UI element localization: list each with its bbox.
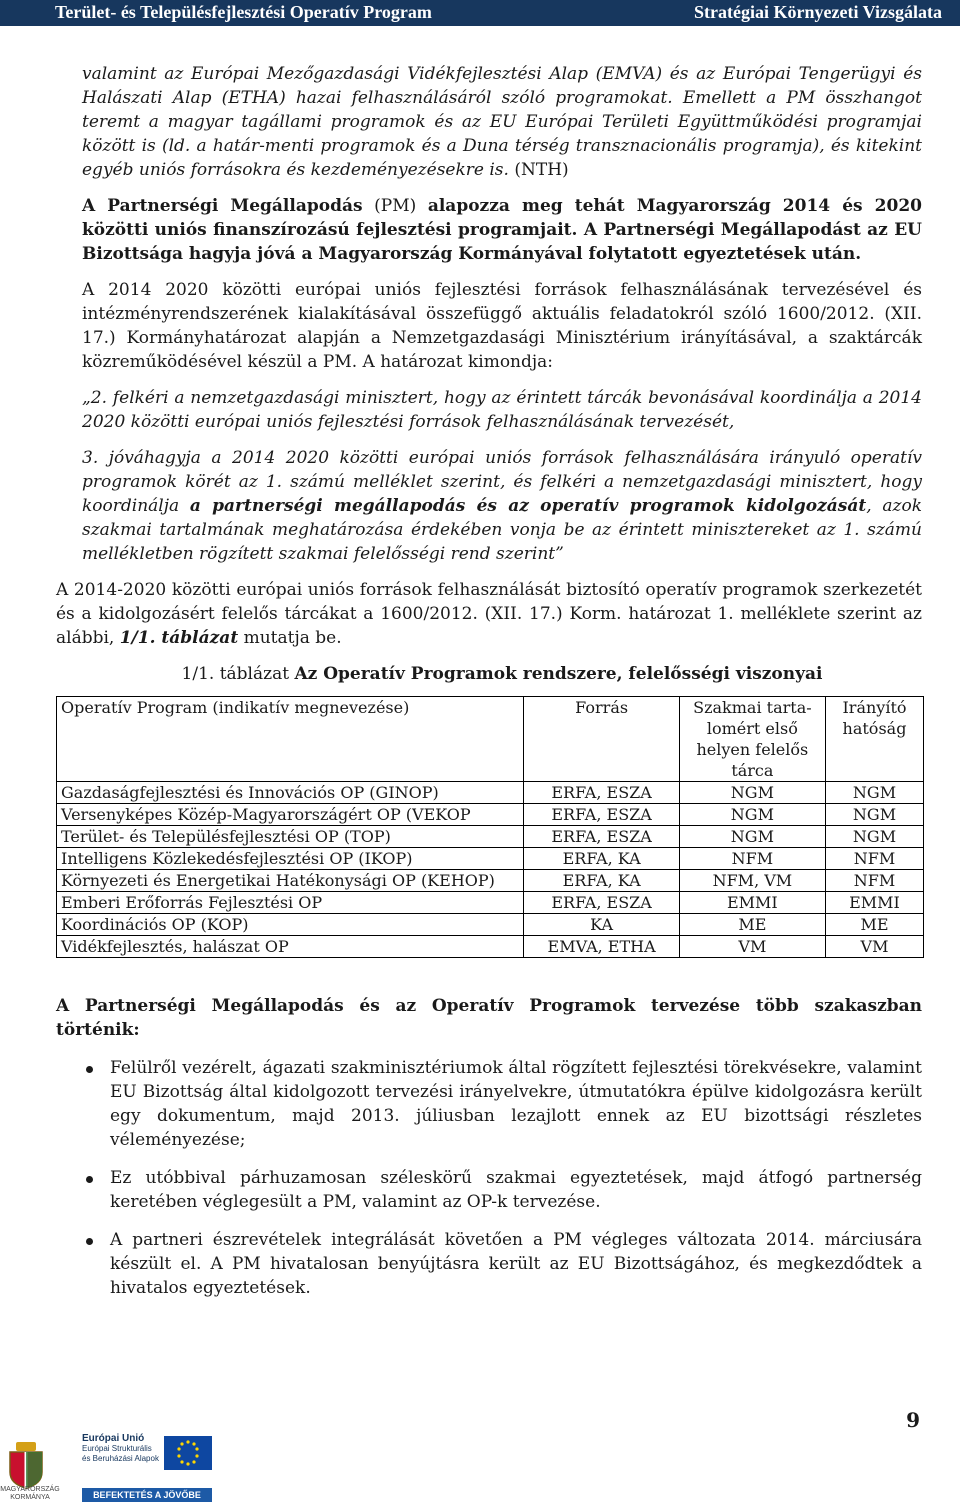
quote3-c: , azok szakmai tartalmának meghatározása érdekében vonja be az érintett minisztereket az 1. számú mellékletben rögzített szakmai felelősségi rend szerint” — [82, 496, 923, 564]
cell-authority: NGM — [825, 782, 923, 804]
cell-source: ERFA, ESZA — [524, 826, 679, 848]
table-intro-tail: mutatja be. — [238, 628, 342, 648]
operative-programs-table — [56, 696, 924, 958]
paragraph-table-intro — [56, 578, 922, 650]
intro-italic-text: valamint az Európai Mezőgazdasági Vidékfejlesztési Alap (EMVA) és az Európai Tengerügyi és Halászati Alap (ETHA) hazai felhasználásáról szóló programokat. Emellett a PM összhangot teremt a magyar tagállami programok és az EU Európai Területi Együttműködési programjai között is (ld. a határ-menti programok és a Duna térség transznacionális programja), és kitekint egyéb uniós forrásokra és kezdeményezésekre is. — [82, 64, 922, 180]
pm-bold-1: A Partnerségi Megállapodás — [82, 196, 363, 216]
bullet-icon — [86, 1176, 93, 1183]
list-item — [82, 1166, 922, 1214]
table-caption — [82, 662, 922, 686]
paragraph-decree: A 2014 2020 közötti európai uniós fejlesztési források felhasználásának tervezésével és intézményrendszerének kialakításával összefüggő aktuális feladatokról szóló 1600/2012. (XII. 17.) Kormányhatározat alapján a Nemzetgazdasági Minisztérium irányításával, a szaktárcák közreműködésével készül a PM. A határozat kimondja: — [82, 280, 922, 372]
cell-program: Koordinációs OP (KOP) — [57, 914, 524, 936]
page-footer — [0, 1432, 960, 1506]
cell-program: Versenyképes Közép-Magyarországért OP (VEKOP — [57, 804, 524, 826]
cell-source: ERFA, KA — [524, 848, 679, 870]
government-label: MAGYARORSZÁG KORMÁNYA — [0, 1486, 60, 1501]
table-header-row — [57, 697, 924, 782]
cell-authority: NGM — [825, 826, 923, 848]
cell-program: Intelligens Közlekedésfejlesztési OP (IKOP) — [57, 848, 524, 870]
pm-normal: (PM) — [362, 196, 428, 216]
cell-ministry: NGM — [679, 804, 825, 826]
cell-source: ERFA, ESZA — [524, 782, 679, 804]
cell-ministry: NFM, VM — [679, 870, 825, 892]
cell-authority: EMMI — [825, 892, 923, 914]
eu-logo — [82, 1434, 212, 1496]
table-row — [57, 914, 924, 936]
phase-list — [82, 1056, 922, 1300]
page-header — [0, 0, 960, 26]
cell-source: ERFA, ESZA — [524, 892, 679, 914]
section-heading-text: A Partnerségi Megállapodás és az Operatív Programok tervezése több szakaszban történik: — [56, 996, 922, 1040]
col-header-program: Operatív Program (indikatív megnevezése) — [57, 697, 524, 782]
cell-authority: NFM — [825, 870, 923, 892]
quote3-a: 3. jóváhagyja a 2014 2020 közötti európai uniós források felhasználására irányuló operatív programok körét az 1. számú melléklet szerint, és felkéri a nemzetgazdasági minisztert, hogy koordinálja — [82, 448, 922, 516]
cell-ministry: NFM — [679, 848, 825, 870]
cell-program: Vidékfejlesztés, halászat OP — [57, 936, 524, 958]
cell-source: EMVA, ETHA — [524, 936, 679, 958]
caption-title: Az Operatív Programok rendszere, felelősségi viszonyai — [294, 664, 823, 684]
caption-prefix: 1/1. táblázat — [181, 664, 295, 684]
section-heading — [56, 994, 922, 1042]
quote3-bold: a partnerségi megállapodás és az operatív programok kidolgozását — [189, 496, 867, 516]
table-row — [57, 936, 924, 958]
cell-source: ERFA, KA — [524, 870, 679, 892]
cell-program: Környezeti és Energetikai Hatékonysági OP (KEHOP) — [57, 870, 524, 892]
col-header-authority: Irányító hatóság — [825, 697, 923, 782]
cell-ministry: NGM — [679, 826, 825, 848]
cell-program: Gazdaságfejlesztési és Innovációs OP (GINOP) — [57, 782, 524, 804]
bullet-icon — [86, 1238, 93, 1245]
document-body — [56, 62, 923, 1300]
cell-ministry: ME — [679, 914, 825, 936]
col-header-source: Forrás — [524, 697, 679, 782]
list-item-text: Ez utóbbival párhuzamosan széleskörű szakmai egyeztetések, majd átfogó partnerség keretében véglegesült a PM, valamint az OP-k tervezése. — [110, 1168, 922, 1212]
page-number: 9 — [906, 1408, 920, 1432]
pm-bold-2: alapozza meg tehát Magyarország 2014 és 2020 közötti uniós finanszírozású fejlesztési programjait. A Partnerségi Megállapodást az EU Bizottsága hagyja jóvá a Magyarország Kormányával folytatott egyeztetések után. — [82, 196, 922, 264]
cell-authority: ME — [825, 914, 923, 936]
cell-ministry: VM — [679, 936, 825, 958]
header-right-title: Stratégiai Környezeti Vizsgálata — [694, 2, 942, 22]
eu-logo-text — [82, 1434, 160, 1464]
table-row — [57, 870, 924, 892]
eu-flag-icon — [164, 1436, 212, 1470]
cell-source: KA — [524, 914, 679, 936]
bullet-icon — [86, 1066, 93, 1073]
eu-title: Európai Unió — [82, 1433, 145, 1444]
cell-program: Terület- és Településfejlesztési OP (TOP) — [57, 826, 524, 848]
intro-source: (NTH) — [508, 160, 569, 180]
slogan-banner: BEFEKTETÉS A JÖVŐBE — [82, 1488, 212, 1502]
table-row — [57, 848, 924, 870]
cell-authority: NGM — [825, 804, 923, 826]
table-row — [57, 804, 924, 826]
cell-source: ERFA, ESZA — [524, 804, 679, 826]
quote-item-3 — [82, 446, 922, 566]
list-item-text: A partneri észrevételek integrálását követően a PM végleges változata 2014. márciusára készült el. A PM hivatalosan benyújtásra került az EU Bizottságához, és megkezdődtek a hivatalos egyeztetések. — [110, 1230, 922, 1298]
list-item-text: Felülről vezérelt, ágazati szakminisztériumok által rögzített fejlesztési törekvésekre, valamint EU Bizottság által kidolgozott tervezési irányelvekre, útmutatókra épülve kidolgozásra került egy dokumentum, majd 2013. júliusban lezajlott ennek az EU bizottsági részletes véleményezése; — [110, 1058, 922, 1150]
cell-authority: NFM — [825, 848, 923, 870]
paragraph-intro — [82, 62, 922, 182]
paragraph-pm — [82, 194, 922, 266]
table-intro-text: A 2014-2020 közötti európai uniós források felhasználását biztosító operatív programok szerkezetét és a kidolgozásért felelős tárcákat a 1600/2012. (XII. 17.) Korm. határozat 1. melléklete szerint az alábbi, — [56, 580, 922, 648]
cell-ministry: EMMI — [679, 892, 825, 914]
table-row — [57, 782, 924, 804]
list-item — [82, 1228, 922, 1300]
cell-ministry: NGM — [679, 782, 825, 804]
table-reference: 1/1. táblázat — [119, 628, 239, 648]
quote-item-2: „2. felkéri a nemzetgazdasági minisztert, hogy az érintett tárcák bevonásával koordinálja a 2014 2020 közötti európai uniós fejlesztési források felhasználásának tervezését, — [82, 388, 922, 432]
col-header-ministry: Szakmai tarta-lomért első helyen felelős tárca — [679, 697, 825, 782]
cell-authority: VM — [825, 936, 923, 958]
header-left-title: Terület- és Településfejlesztési Operatív Program — [55, 2, 432, 22]
list-item — [82, 1056, 922, 1152]
table-row — [57, 826, 924, 848]
eu-subtitle: Európai Strukturális és Beruházási Alapok — [82, 1444, 159, 1463]
table-row — [57, 892, 924, 914]
cell-program: Emberi Erőforrás Fejlesztési OP — [57, 892, 524, 914]
